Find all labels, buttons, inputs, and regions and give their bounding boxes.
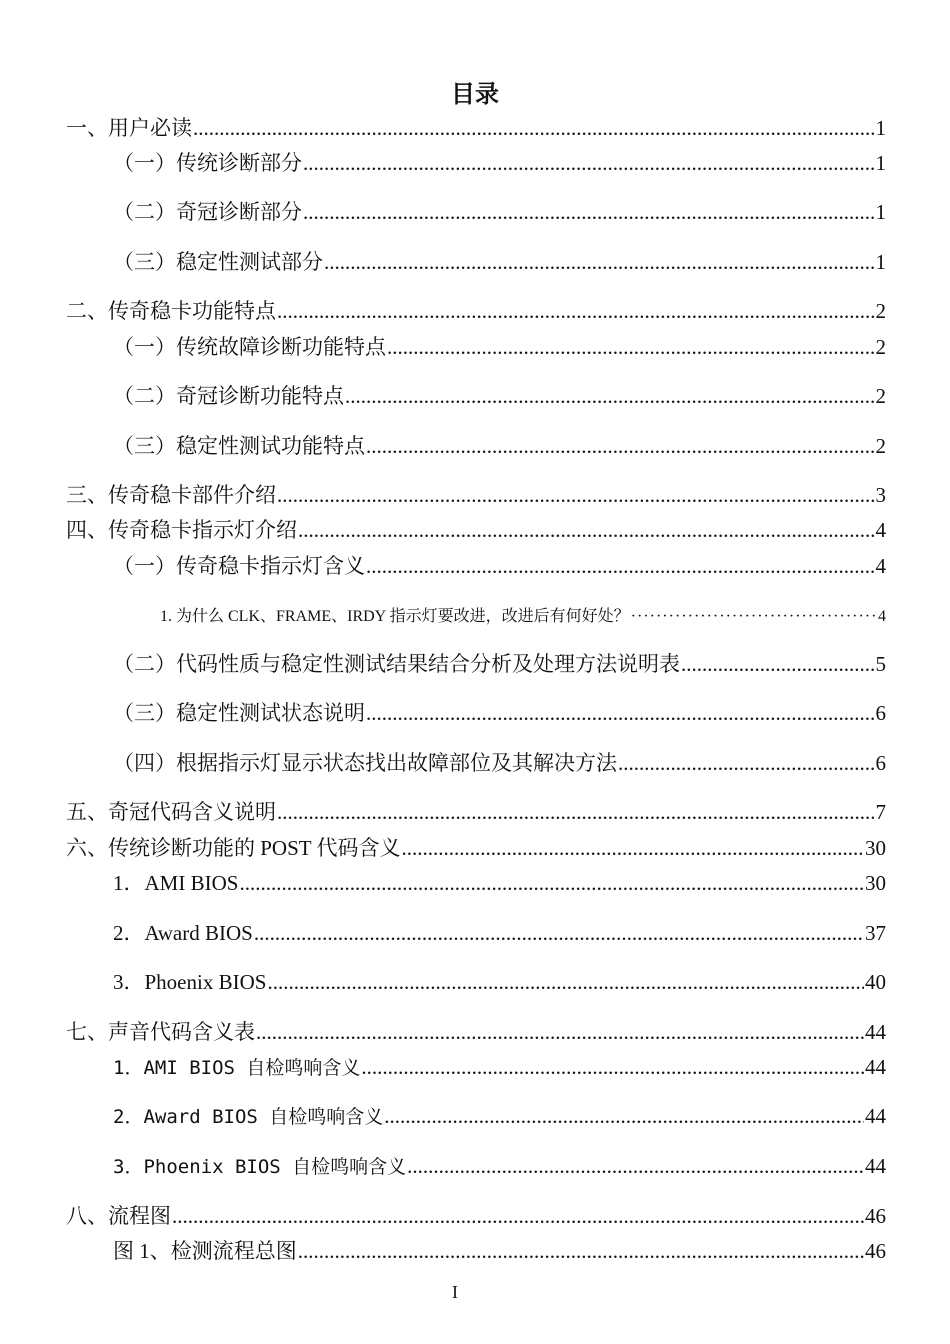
toc-entry-label: （二）奇冠诊断功能特点	[113, 384, 344, 408]
toc-entry[interactable]	[113, 699, 886, 727]
toc-entry-label: （二）奇冠诊断部分	[113, 200, 302, 224]
toc-leader	[277, 798, 875, 826]
toc-entry[interactable]	[113, 432, 886, 460]
toc-leader	[324, 248, 875, 276]
toc-page-number: 6	[875, 751, 886, 775]
toc-entry-label: （一）传奇稳卡指示灯含义	[113, 554, 365, 578]
toc-entry-label: （三）稳定性测试功能特点	[113, 434, 365, 458]
toc-page-number: 40	[865, 970, 886, 994]
toc-entry[interactable]	[113, 333, 886, 361]
toc-entry-label: （三）稳定性测试状态说明	[113, 701, 365, 725]
toc-page-number: 44	[865, 1020, 886, 1044]
toc-leader	[254, 919, 864, 947]
toc-entry-label: 图 1、检测流程总图	[113, 1239, 297, 1263]
toc-entry[interactable]	[113, 749, 886, 777]
toc-page-number: 1	[875, 200, 886, 224]
toc-page-number: 4	[878, 608, 886, 625]
toc-page-number: 30	[865, 836, 886, 860]
toc-leader	[345, 382, 875, 410]
toc-leader	[366, 552, 875, 580]
page-title: 目录	[451, 80, 499, 108]
page-footer-number: I	[452, 1282, 458, 1302]
toc-entry[interactable]	[113, 968, 886, 996]
toc-entry[interactable]	[113, 919, 886, 947]
toc-entry-label: （三）稳定性测试部分	[113, 250, 323, 274]
toc-page-number: 1	[875, 116, 886, 140]
toc-page-number: 1	[875, 151, 886, 175]
toc-entry-label: 1．AMI BIOS	[113, 871, 239, 895]
toc-entry[interactable]	[66, 114, 886, 142]
toc-entry-label: 四、传奇稳卡指示灯介绍	[66, 518, 297, 542]
toc-entry-label: （四）根据指示灯显示状态找出故障部位及其解决方法	[113, 751, 617, 775]
toc-page-number: 4	[875, 554, 886, 578]
toc-page-number: 46	[865, 1204, 886, 1228]
toc-entry-label: （一）传统故障诊断功能特点	[113, 335, 386, 359]
toc-entry[interactable]	[66, 834, 886, 862]
toc-entry-label: 一、用户必读	[66, 116, 192, 140]
toc-leader	[193, 114, 875, 142]
toc-leader	[407, 1152, 864, 1180]
toc-entry-label: 八、流程图	[66, 1204, 171, 1228]
toc-entry-label: （一）传统诊断部分	[113, 151, 302, 175]
toc-entry[interactable]	[113, 869, 886, 897]
toc-leader	[172, 1202, 864, 1230]
toc-entry-label: 三、传奇稳卡部件介绍	[66, 483, 276, 507]
toc-entry-label: （二）代码性质与稳定性测试结果结合分析及处理方法说明表	[113, 652, 680, 676]
toc-entry-label: 五、奇冠代码含义说明	[66, 800, 276, 824]
toc-page-number: 6	[875, 701, 886, 725]
toc-entry[interactable]	[113, 1053, 886, 1082]
toc-page-number: 37	[865, 921, 886, 945]
toc-entry-label: 1. 为什么 CLK、FRAME、IRDY 指示灯要改进，改进后有何好处？	[160, 608, 630, 625]
toc-leader	[681, 650, 875, 678]
toc-entry-label: 2．Award BIOS	[113, 921, 253, 945]
toc-page-number: 2	[875, 335, 886, 359]
toc-page-number: 4	[875, 518, 886, 542]
toc-entry-label: 2．Award BIOS 自检鸣响含义	[113, 1106, 384, 1128]
toc-page-number: 2	[875, 299, 886, 323]
toc-entry[interactable]	[113, 382, 886, 410]
toc-leader	[298, 1237, 864, 1265]
toc-entry[interactable]	[66, 1018, 886, 1046]
toc-entry[interactable]	[66, 1202, 886, 1230]
toc-entry-label: 1．AMI BIOS 自检鸣响含义	[113, 1057, 361, 1079]
toc-entry[interactable]	[160, 603, 886, 631]
toc-page-number: 2	[875, 384, 886, 408]
toc-leader	[256, 1018, 864, 1046]
toc-page-number: 44	[865, 1055, 886, 1079]
toc-page-number: 46	[865, 1239, 886, 1263]
toc-leader	[384, 1102, 864, 1130]
toc-page-number: 2	[875, 434, 886, 458]
toc-leader	[267, 968, 864, 996]
toc-leader	[239, 869, 864, 897]
toc-entry-label: 3．Phoenix BIOS 自检鸣响含义	[113, 1156, 407, 1178]
toc-entry[interactable]	[66, 481, 886, 509]
toc-page-number: 44	[865, 1104, 886, 1128]
toc-leader	[387, 333, 875, 361]
toc-leader	[366, 432, 875, 460]
toc-entry[interactable]	[113, 248, 886, 276]
toc-leader	[361, 1053, 864, 1081]
toc-page-number: 30	[865, 871, 886, 895]
toc-entry[interactable]	[113, 1152, 886, 1181]
toc-leader	[401, 834, 864, 862]
toc-entry[interactable]	[113, 198, 886, 226]
toc-leader	[298, 516, 875, 544]
toc-leader	[277, 481, 875, 509]
toc-leader	[631, 603, 877, 631]
toc-entry[interactable]	[66, 798, 886, 826]
toc-page-number: 5	[875, 652, 886, 676]
toc-entry-label: 七、声音代码含义表	[66, 1020, 255, 1044]
toc-entry-label: 二、传奇稳卡功能特点	[66, 299, 276, 323]
toc-entry[interactable]	[113, 1102, 886, 1131]
toc-entry[interactable]	[66, 297, 886, 325]
toc-leader	[366, 699, 875, 727]
toc-entry[interactable]	[113, 650, 886, 678]
toc-page-number: 44	[865, 1154, 886, 1178]
toc-leader	[303, 198, 875, 226]
toc-entry[interactable]	[113, 149, 886, 177]
toc-page-number: 3	[875, 483, 886, 507]
toc-page-number: 1	[875, 250, 886, 274]
toc-leader	[618, 749, 875, 777]
toc-leader	[277, 297, 875, 325]
toc-entry-label: 3．Phoenix BIOS	[113, 970, 267, 994]
toc-entry[interactable]	[113, 1237, 886, 1265]
toc-entry[interactable]	[113, 552, 886, 580]
toc-entry[interactable]	[66, 516, 886, 544]
toc-page-number: 7	[875, 800, 886, 824]
toc-entry-label: 六、传统诊断功能的 POST 代码含义	[66, 836, 401, 860]
toc-leader	[303, 149, 875, 177]
